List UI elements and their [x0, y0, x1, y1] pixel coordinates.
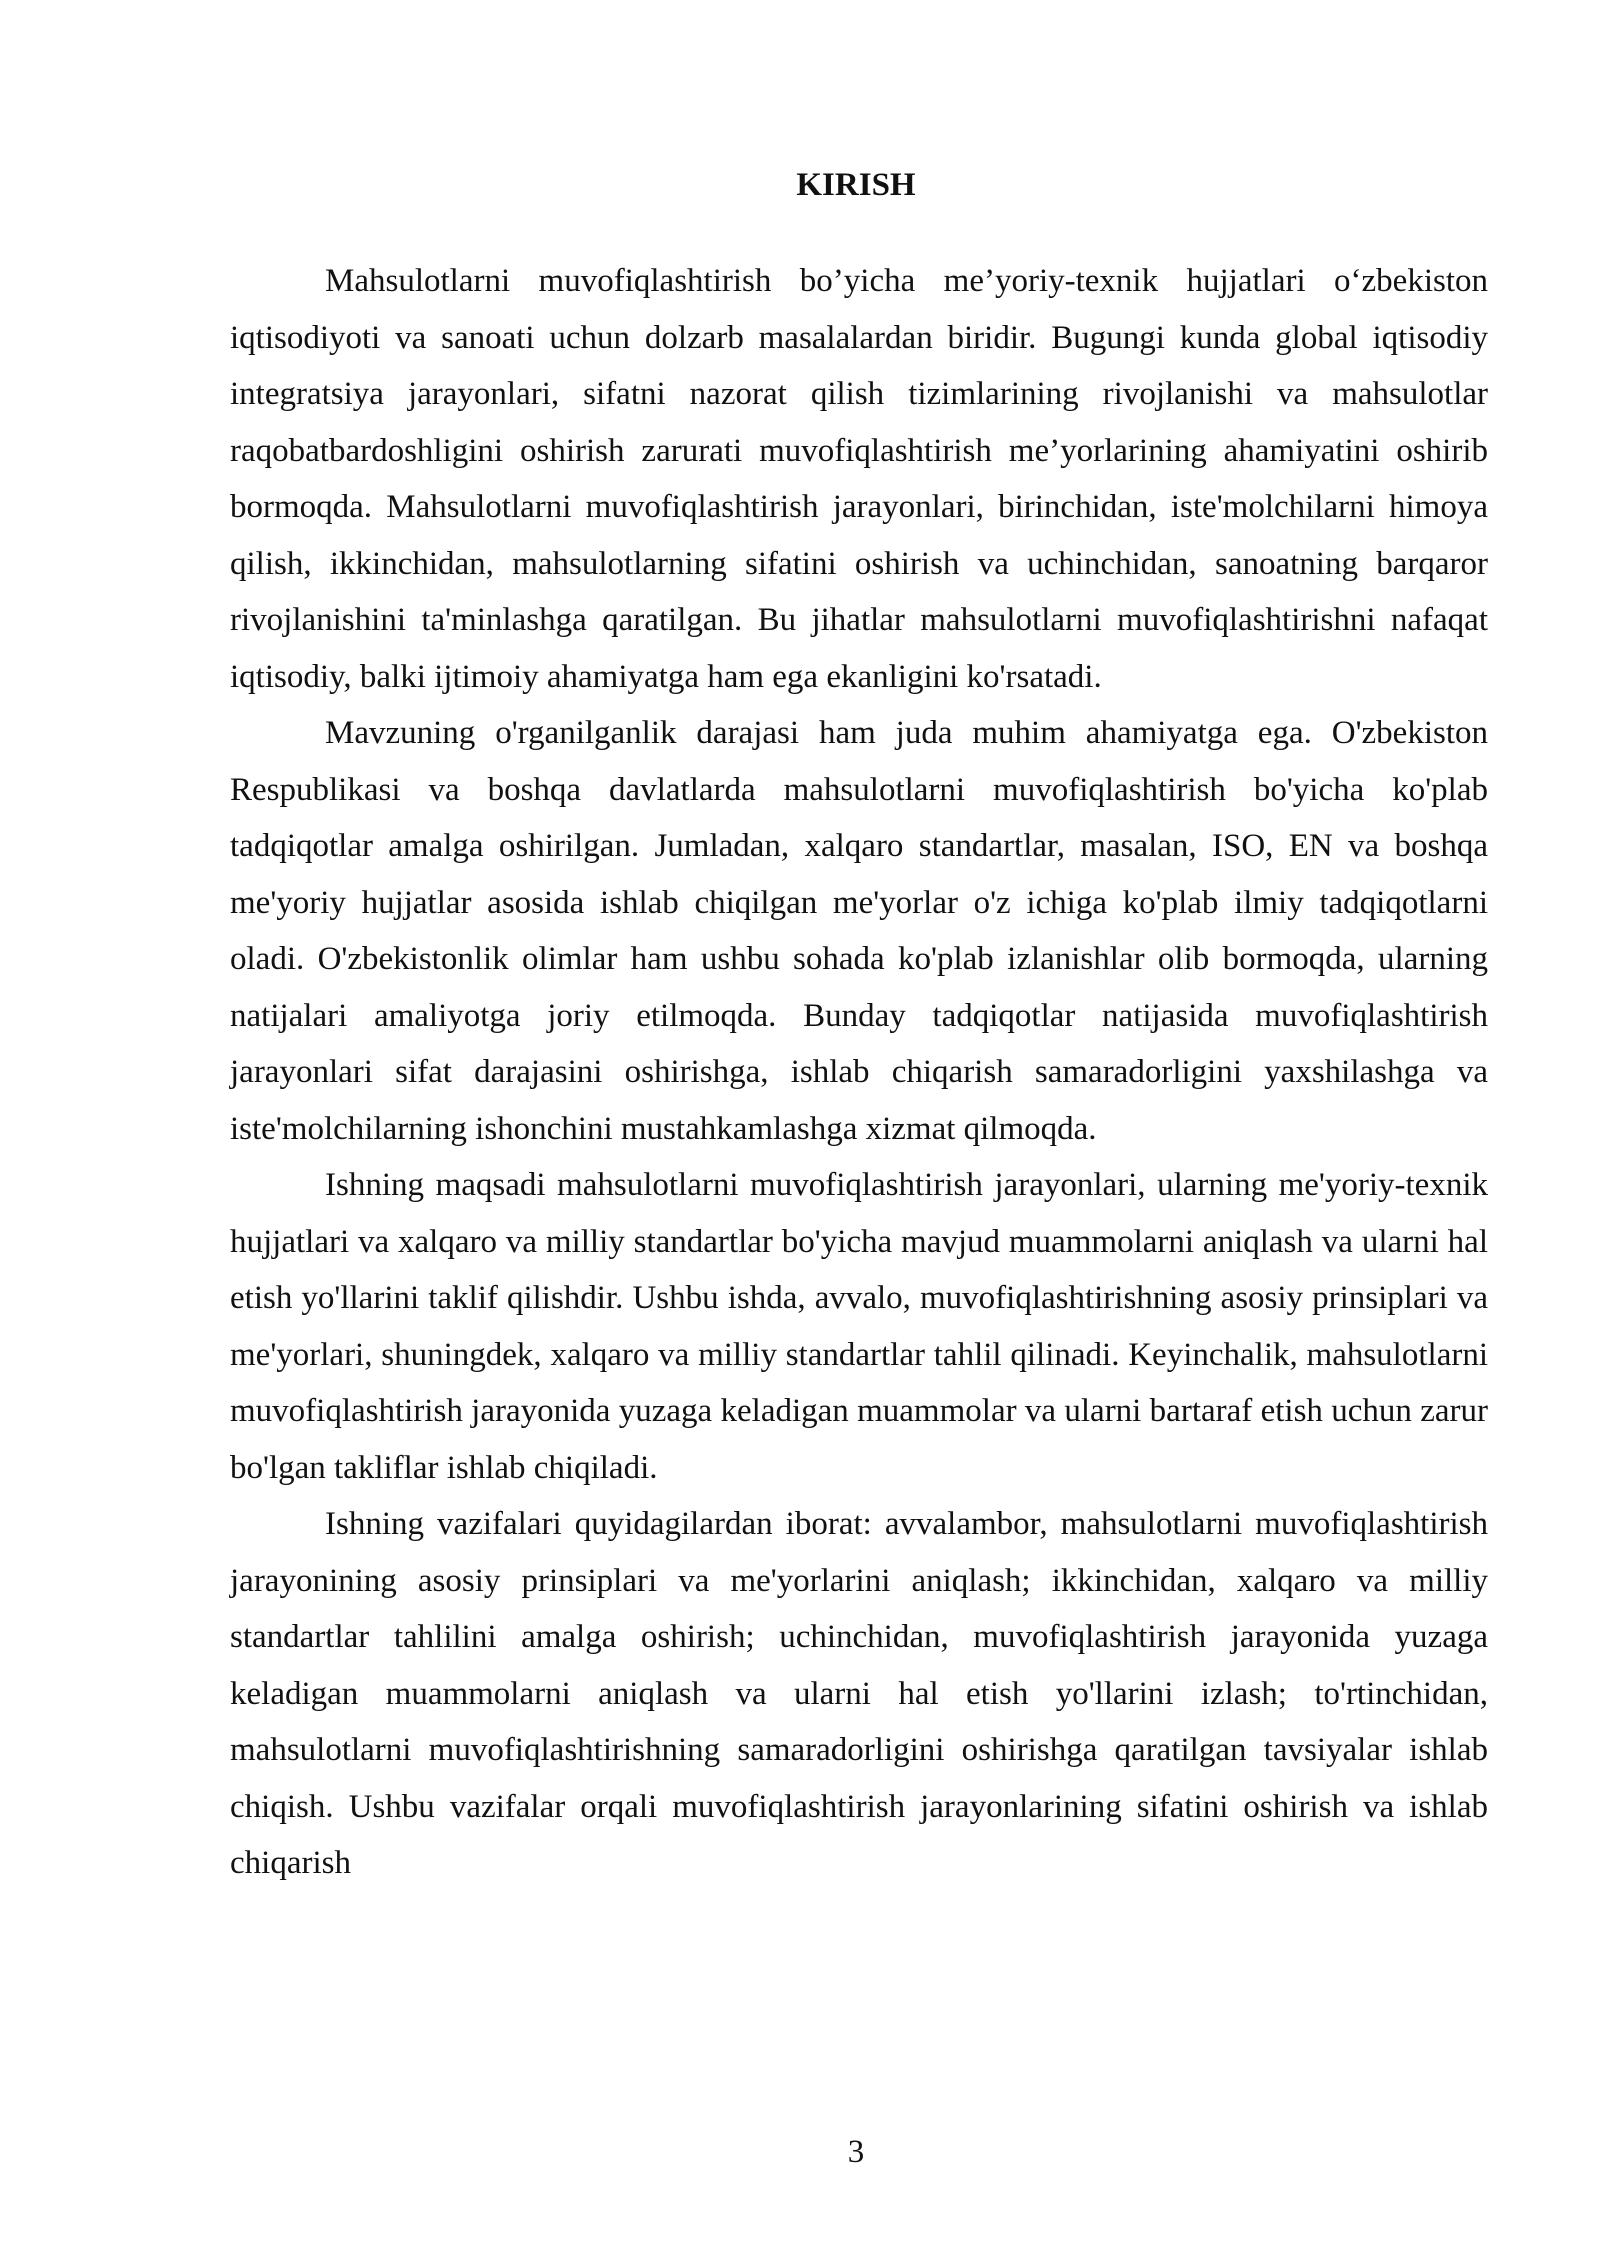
body-text — [230, 253, 1488, 1892]
paragraph-study-level: Mavzuning o'rganilganlik darajasi ham juda muhim ahamiyatga ega. O'zbekiston Respublikasi va boshqa davlatlarda mahsulotlarni muvofiqlashtirish bo'yicha ko'plab tadqiqotlar amalga oshirilgan. Jumladan, xalqaro standartlar, masalan, ISO, EN va boshqa me'yoriy hujjatlar asosida ishlab chiqilgan me'yorlar o'z ichiga ko'plab ilmiy tadqiqotlarni oladi. O'zbekistonlik olimlar ham ushbu sohada ko'plab izlanishlar olib bormoqda, ularning natijalari amaliyotga joriy etilmoqda. Bunday tadqiqotlar natijasida muvofiqlashtirish jarayonlari sifat darajasini oshirishga, ishlab chiqarish samaradorligini yaxshilashga va iste'molchilarning ishonchini mustahkamlashga xizmat qilmoqda. — [230, 715, 1488, 1147]
paragraph-tasks: Ishning vazifalari quyidagilardan iborat: avvalambor, mahsulotlarni muvofiqlashtirish jarayonining asosiy prinsiplari va me'yorlarini aniqlash; ikkinchidan, xalqaro va milliy standartlar tahlilini amalga oshirish; uchinchidan, muvofiqlashtirish jarayonida yuzaga keladigan muammolarni aniqlash va ularni hal etish yo'llarini izlash; to'rtinchidan, mahsulotlarni muvofiqlashtirishning samaradorligini oshirishga qaratilgan tavsiyalar ishlab chiqish. Ushbu vazifalar orqali muvofiqlashtirish jarayonlarining sifatini oshirish va ishlab chiqarish — [230, 1506, 1488, 1881]
paragraph-aim: Ishning maqsadi mahsulotlarni muvofiqlashtirish jarayonlari, ularning me'yoriy-texnik hujjatlari va xalqaro va milliy standartlar bo'yicha mavjud muammolarni aniqlash va ularni hal etish yo'llarini taklif qilishdir. Ushbu ishda, avvalo, muvofiqlashtirishning asosiy prinsiplari va me'yorlari, shuningdek, xalqaro va milliy standartlar tahlil qilinadi. Keyinchalik, mahsulotlarni muvofiqlashtirish jarayonida yuzaga keladigan muammolar va ularni bartaraf etish uchun zarur bo'lgan takliflar ishlab chiqiladi. — [230, 1167, 1488, 1486]
paragraph-introduction: Mahsulotlarni muvofiqlashtirish bo’yicha me’yoriy-texnik hujjatlari o‘zbekiston iqtisodiyoti va sanoati uchun dolzarb masalalardan biridir. Bugungi kunda global iqtisodiy integratsiya jarayonlari, sifatni nazorat qilish tizimlarining rivojlanishi va mahsulotlar raqobatbardoshligini oshirish zarurati muvofiqlashtirish me’yorlarining ahamiyatini oshirib bormoqda. Mahsulotlarni muvofiqlashtirish jarayonlari, birinchidan, iste'molchilarni himoya qilish, ikkinchidan, mahsulotlarning sifatini oshirish va uchinchidan, sanoatning barqaror rivojlanishini ta'minlashga qaratilgan. Bu jihatlar mahsulotlarni muvofiqlashtirishni nafaqat iqtisodiy, balki ijtimoiy ahamiyatga ham ega ekanligini ko'rsatadi. — [230, 263, 1488, 695]
section-title: KIRISH — [796, 167, 916, 203]
page-number: 3 — [847, 2134, 865, 2170]
